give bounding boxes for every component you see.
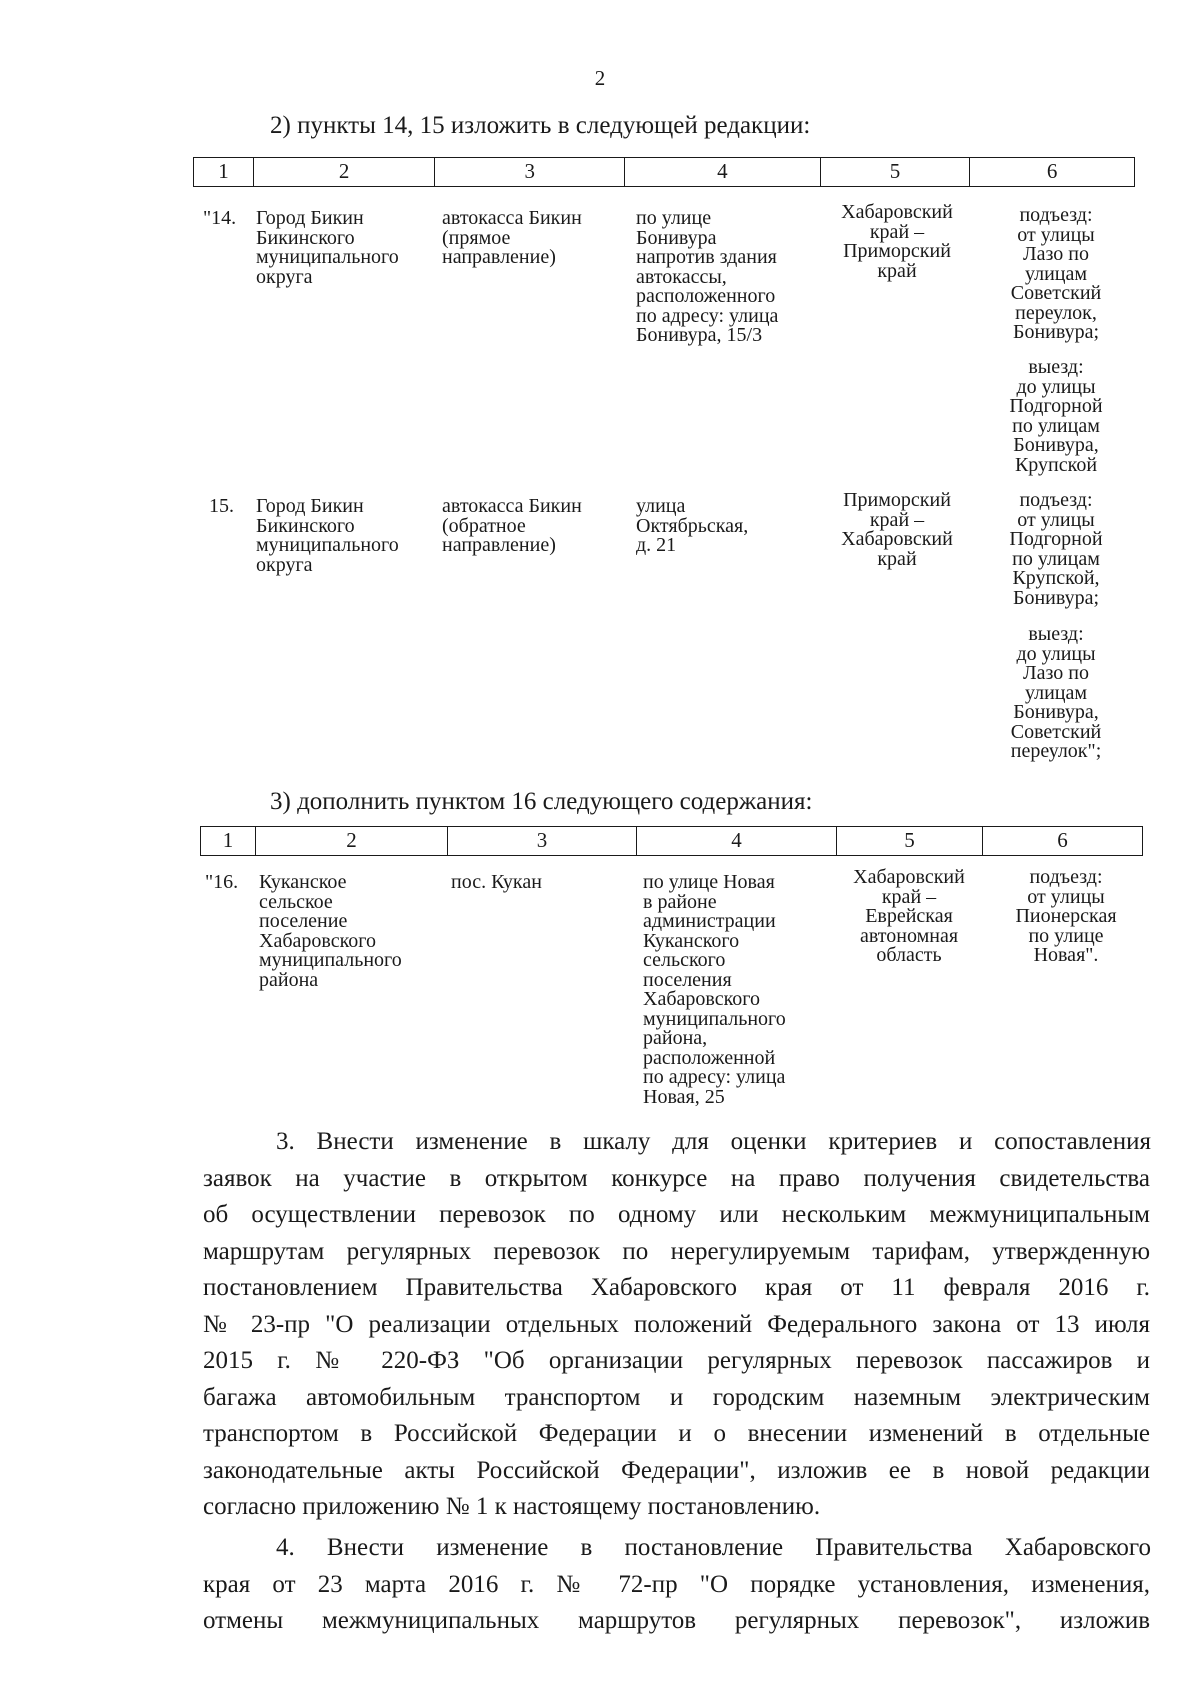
- direction-cell: Хабаровский край – Приморский край: [841, 201, 953, 282]
- table2-header-col-6: 6: [1057, 828, 1068, 852]
- paragraph-4-line-2: края от 23 марта 2016 г. № 72-пр "О порядке установления, изменения,: [203, 1570, 1150, 1598]
- direction-cell: Приморский край – Хабаровский край: [841, 489, 953, 570]
- municipality-cell: Куканское сельское поселение Хабаровского муниципального района: [259, 871, 402, 991]
- row-number: "16.: [205, 871, 239, 893]
- entry-route-cell: подъезд: от улицы Подгорной по улицам Крупской, Бонивура;: [1009, 489, 1103, 609]
- table2-header-col-2: 2: [256, 827, 448, 855]
- table2-header-col-4: 4: [637, 827, 837, 855]
- paragraph-3-line-2: заявок на участие в открытом конкурсе на право получения свидетельства: [203, 1164, 1150, 1192]
- location-cell: улица Октябрьская, д. 21: [636, 495, 749, 556]
- paragraph-3-line-9: транспортом в Российской Федерации и о внесении изменений в отдельные: [203, 1420, 1150, 1447]
- paragraph-4-line-1: 4. Внести изменение в постановление Правительства Хабаровского: [276, 1534, 1151, 1561]
- location-cell: по улице Бонивура напротив здания автокассы, расположенного по адресу: улица Бонивура, 15/3: [636, 207, 779, 346]
- table1-header-col-4: 4: [625, 158, 821, 186]
- table1-header-col-1: 1: [194, 158, 254, 186]
- entry-route-cell: подъезд: от улицы Пионерская по улице Новая".: [1015, 866, 1117, 966]
- paragraph-3-line-5: постановлением Правительства Хабаровского края от 11 февраля 2016 г.: [203, 1274, 1150, 1301]
- section2-intro: 2) пункты 14, 15 изложить в следующей редакции:: [270, 112, 811, 139]
- page-number: 2: [594, 66, 606, 90]
- section3-intro: 3) дополнить пунктом 16 следующего содержания:: [270, 788, 813, 815]
- exit-route-cell: выезд: до улицы Лазо по улицам Бонивура, Советский переулок";: [1010, 623, 1102, 762]
- row-number: 15.: [209, 495, 234, 517]
- table2-header-col-3: 3: [448, 827, 637, 855]
- table2-header: [200, 826, 1143, 856]
- table1-header-col-5: 5: [821, 158, 971, 186]
- paragraph-3-line-7: 2015 г. № 220-ФЗ "Об организации регулярных перевозок пассажиров и: [203, 1347, 1150, 1374]
- municipality-cell: Город Бикин Бикинского муниципального округа: [256, 495, 399, 576]
- paragraph-3-line-4: маршрутам регулярных перевозок по нерегулируемым тарифам, утвержденную: [203, 1237, 1150, 1265]
- stop-point-cell: автокасса Бикин (прямое направление): [442, 207, 582, 268]
- table1-header-col-2: 2: [254, 158, 436, 186]
- entry-route-cell: подъезд: от улицы Лазо по улицам Советский переулок, Бонивура;: [1010, 204, 1102, 343]
- paragraph-3-line-8: багажа автомобильным транспортом и городским наземным электрическим: [203, 1383, 1150, 1411]
- table2-header-col-5: 5: [837, 827, 983, 855]
- direction-cell: Хабаровский край – Еврейская автономная область: [853, 866, 965, 966]
- table1-header-col-3: 3: [435, 158, 625, 186]
- row-number: "14.: [203, 207, 237, 229]
- exit-route-cell: выезд: до улицы Подгорной по улицам Бонивура, Крупской: [1009, 356, 1103, 476]
- stop-point-cell: пос. Кукан: [451, 871, 542, 893]
- table2-header-col-1: 1: [201, 827, 256, 855]
- table1-header: [193, 157, 1135, 187]
- paragraph-4-line-3: отмены межмуниципальных маршрутов регулярных перевозок", изложив: [203, 1607, 1150, 1634]
- paragraph-3-line-3: об осуществлении перевозок по одному или нескольким межмуниципальным: [203, 1201, 1150, 1228]
- paragraph-3-line-6: № 23-пр "О реализации отдельных положений Федерального закона от 13 июля: [203, 1310, 1150, 1338]
- table1-header-col-6: 6: [1046, 159, 1058, 183]
- paragraph-3-line-10: законодательные акты Российской Федерации", изложив ее в новой редакции: [203, 1456, 1150, 1484]
- stop-point-cell: автокасса Бикин (обратное направление): [442, 495, 582, 556]
- location-cell: по улице Новая в районе администрации Куканского сельского поселения Хабаровского муниципального района, расположенной по адресу: улица Новая, 25: [643, 871, 786, 1108]
- paragraph-3-line-11: согласно приложению № 1 к настоящему постановлению.: [203, 1493, 821, 1520]
- paragraph-3-line-1: 3. Внести изменение в шкалу для оценки критериев и сопоставления: [276, 1128, 1151, 1155]
- municipality-cell: Город Бикин Бикинского муниципального округа: [256, 207, 399, 288]
